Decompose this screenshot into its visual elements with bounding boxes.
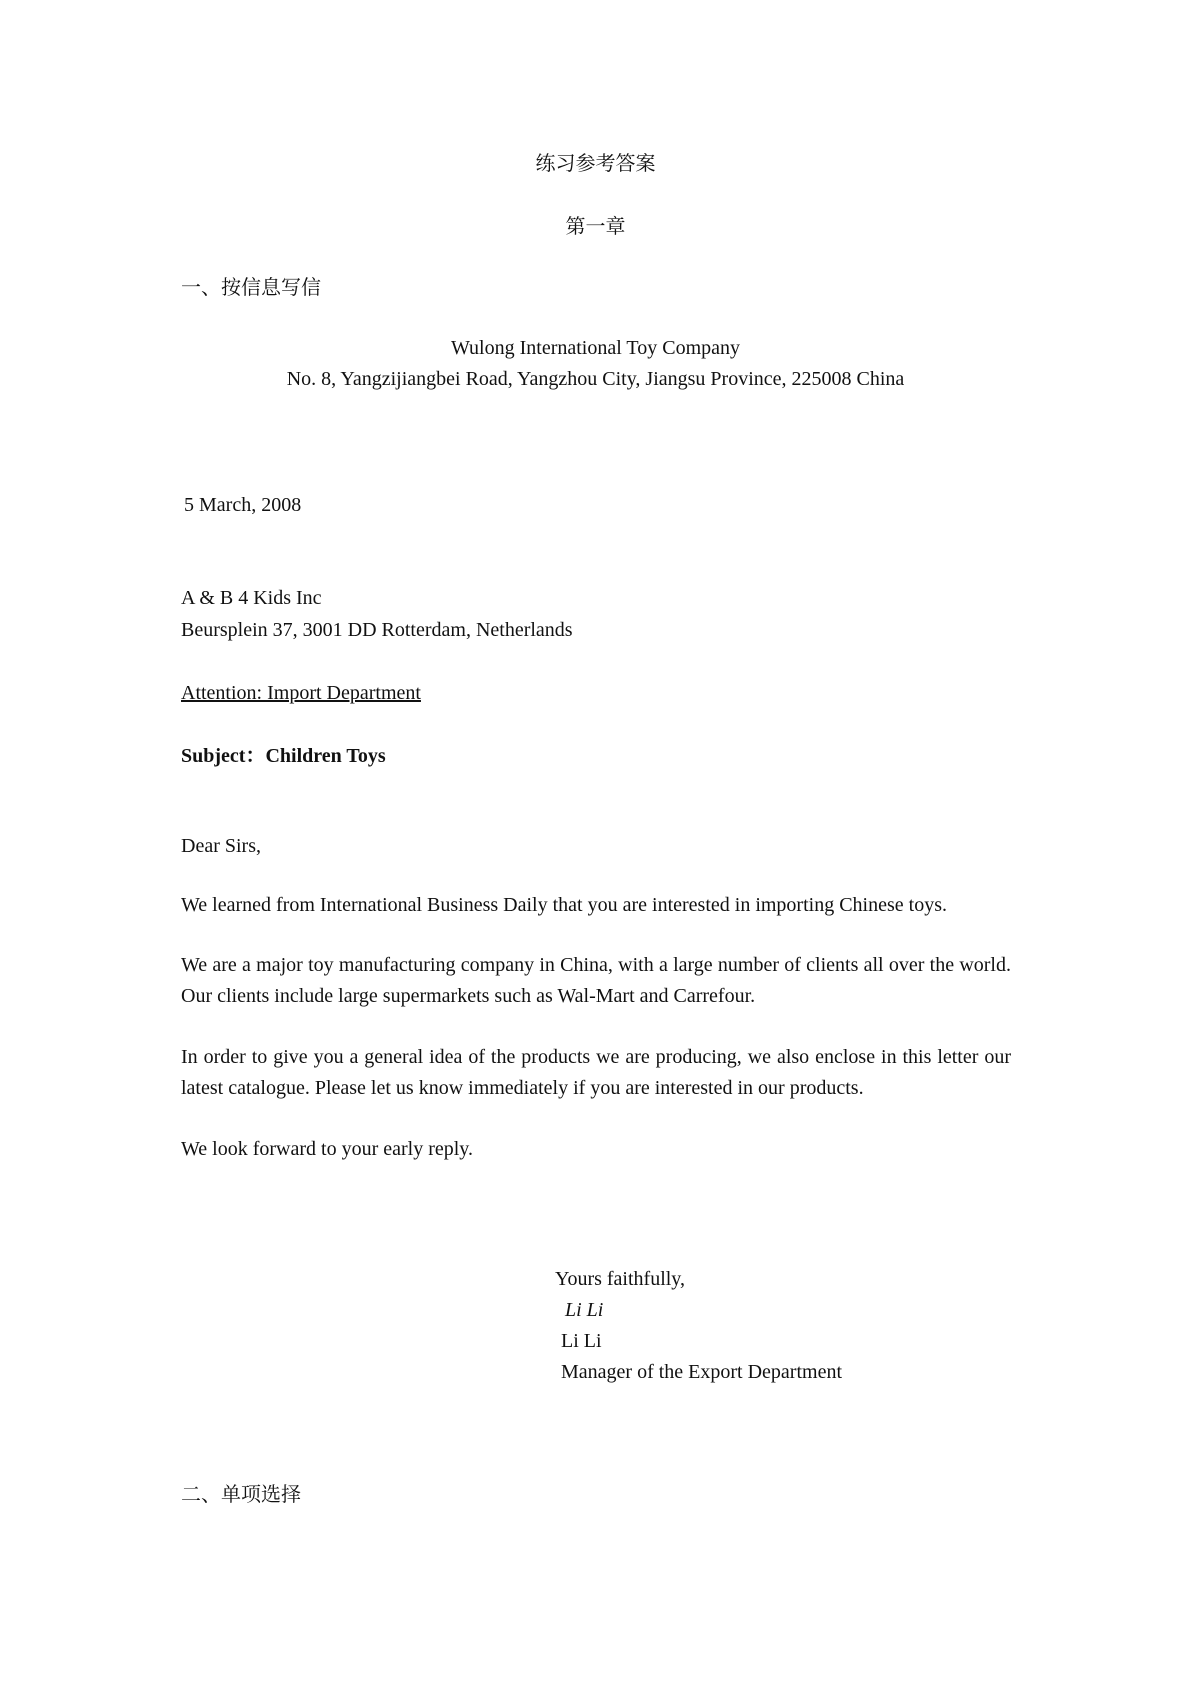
chapter-heading: 第一章 bbox=[565, 216, 626, 238]
letter-date: 5 March, 2008 bbox=[184, 494, 302, 516]
letter-paragraph-3: In order to give you a general idea of the products we are producing, we also enclose in this letter our latest catalogue. Please let us know immediately if you are interested in our products. bbox=[181, 1046, 1011, 1099]
recipient-address: Beursplein 37, 3001 DD Rotterdam, Netherlands bbox=[181, 619, 573, 641]
section-heading-multiple-choice: 二、单项选择 bbox=[181, 1484, 301, 1506]
handwritten-signature: Li Li bbox=[565, 1299, 604, 1321]
complimentary-close: Yours faithfully, bbox=[555, 1268, 686, 1290]
salutation: Dear Sirs, bbox=[181, 835, 261, 857]
sender-company: Wulong International Toy Company bbox=[450, 337, 741, 359]
letter-paragraph-4: We look forward to your early reply. bbox=[181, 1138, 473, 1160]
section-heading-write-letter: 一、按信息写信 bbox=[181, 277, 321, 299]
attention-line: Attention: Import Department bbox=[181, 682, 421, 704]
document-title: 练习参考答案 bbox=[535, 153, 656, 175]
signer-title: Manager of the Export Department bbox=[561, 1361, 843, 1383]
recipient-name: A & B 4 Kids Inc bbox=[181, 587, 322, 609]
signer-name: Li Li bbox=[561, 1330, 602, 1352]
subject-line: Subject：Children Toys bbox=[181, 745, 386, 767]
letter-paragraph-2: We are a major toy manufacturing company in China, with a large number of clients all over the world. Our clients include large supermarkets such as Wal-Mart and Carrefour. bbox=[181, 954, 1011, 1007]
letter-paragraph-1: We learned from International Business Daily that you are interested in importing Chinese toys. bbox=[181, 894, 947, 916]
sender-address: No. 8, Yangzijiangbei Road, Yangzhou City, Jiangsu Province, 225008 China bbox=[286, 368, 905, 390]
